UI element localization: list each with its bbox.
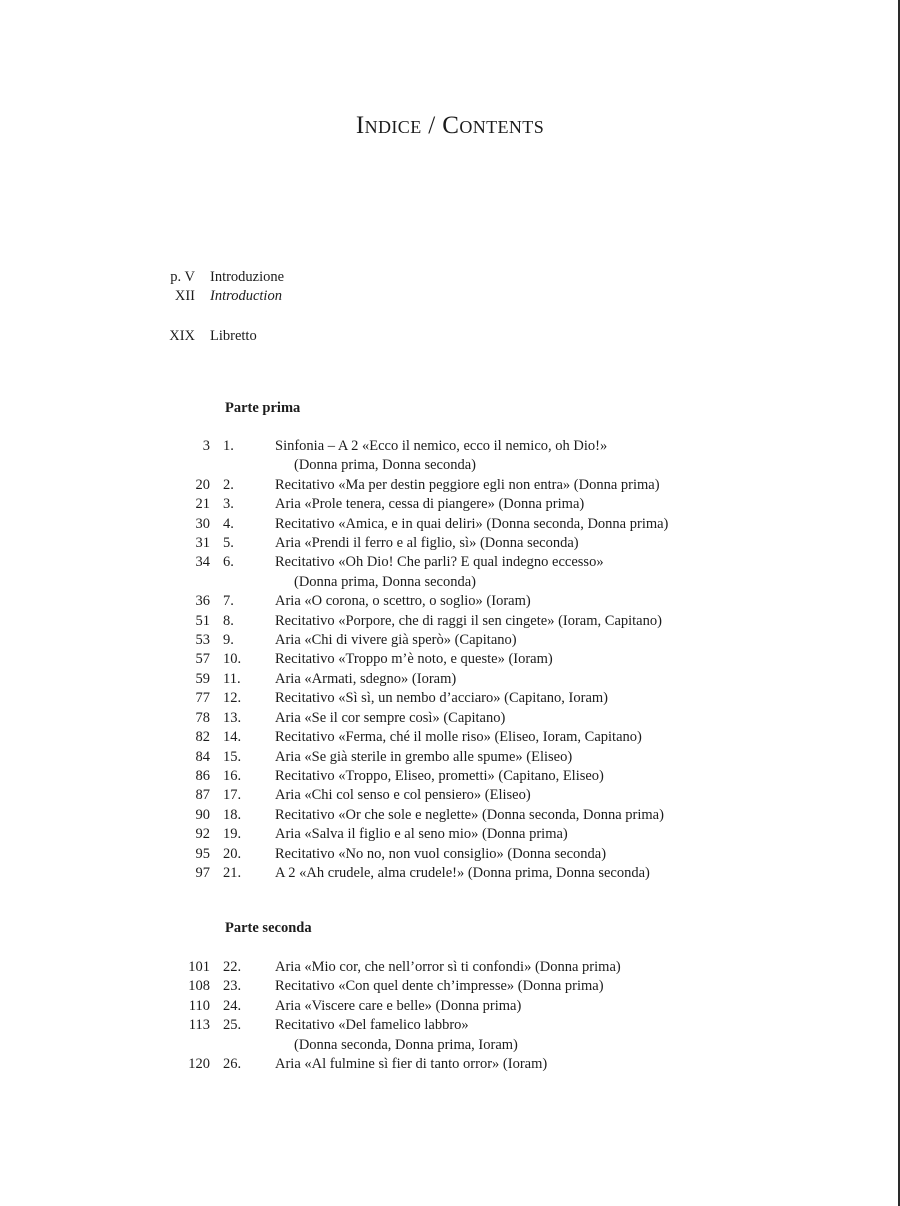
entry-number: 17. (223, 787, 242, 804)
entry-body (275, 958, 750, 977)
contents-entry (160, 728, 750, 747)
entry-title: Recitativo «Ferma, ché il molle riso» (Eliseo, Ioram, Capitano) (275, 729, 642, 746)
front-page-number: p. V (170, 269, 195, 285)
entry-body (275, 977, 750, 996)
entry-number: 2. (223, 476, 234, 493)
entry-number: 8. (223, 612, 234, 629)
entry-number: 9. (223, 632, 234, 649)
entry-number: 24. (223, 997, 242, 1014)
entry-page-number: 53 (195, 632, 210, 649)
entry-page-number: 20 (195, 476, 210, 493)
entry-page-number: 77 (195, 690, 210, 707)
contents-entry (160, 767, 750, 786)
entry-number: 21. (223, 864, 242, 881)
entry-title: Aria «Mio cor, che nell’orror sì ti confondi» (Donna prima) (275, 959, 621, 975)
entry-title: Aria «Prole tenera, cessa di piangere» (Donna prima) (275, 496, 585, 513)
entry-number: 14. (223, 729, 242, 746)
entry-page-number: 34 (195, 554, 210, 571)
entry-page-number: 95 (195, 845, 210, 862)
entry-page-number: 3 (202, 438, 210, 454)
contents-entry (160, 650, 750, 669)
entry-body (275, 825, 750, 844)
contents-entry (160, 997, 750, 1016)
entry-number: 22. (223, 959, 242, 975)
entry-title: A 2 «Ah crudele, alma crudele!» (Donna prima, Donna seconda) (275, 864, 650, 881)
entry-number: 11. (223, 670, 241, 687)
front-page-number: XII (174, 288, 195, 305)
contents-entry (160, 845, 750, 864)
entry-number: 15. (223, 748, 242, 765)
entry-number: 6. (223, 554, 234, 571)
contents-entry (160, 612, 750, 631)
contents-entry (160, 592, 750, 611)
entry-page-number: 86 (195, 767, 210, 784)
entry-number: 5. (223, 535, 234, 552)
entry-characters: (Donna prima, Donna seconda) (294, 573, 476, 590)
entry-page-number: 87 (195, 787, 210, 804)
contents-entry (160, 437, 750, 476)
entry-number: 23. (223, 978, 242, 995)
front-page-number: XIX (169, 328, 195, 344)
contents-entry (160, 1055, 750, 1074)
entry-page-number: 30 (195, 515, 210, 532)
entry-page-number: 82 (195, 729, 210, 746)
entry-body (275, 476, 750, 495)
entry-page-number: 57 (195, 651, 210, 668)
contents-list-part-2 (160, 958, 750, 1074)
entry-body (275, 437, 750, 476)
entry-number: 3. (223, 496, 234, 513)
entry-body (275, 515, 750, 534)
entry-page-number: 108 (188, 978, 210, 995)
entry-body (275, 553, 750, 592)
entry-title: Aria «Se già sterile in grembo alle spume» (Eliseo) (275, 748, 573, 765)
entry-page-number: 31 (195, 535, 210, 552)
front-label: Libretto (210, 328, 257, 344)
entry-characters: (Donna prima, Donna seconda) (294, 457, 476, 474)
entry-number: 19. (223, 826, 242, 843)
entry-body (275, 670, 750, 689)
entry-number: 1. (223, 438, 234, 454)
contents-entry (160, 748, 750, 767)
entry-title: Sinfonia – A 2 «Ecco il nemico, ecco il nemico, oh Dio!» (275, 438, 608, 454)
entry-page-number: 92 (195, 826, 210, 843)
entry-title: Aria «Se il cor sempre così» (Capitano) (275, 709, 506, 726)
entry-number: 26. (223, 1056, 242, 1073)
front-matter (150, 268, 550, 307)
front-matter-row (150, 287, 550, 306)
contents-entry (160, 515, 750, 534)
entry-page-number: 113 (188, 1017, 210, 1034)
part-heading: Parte prima (225, 400, 301, 416)
entry-number: 16. (223, 767, 242, 784)
contents-entry (160, 689, 750, 708)
contents-entry (160, 806, 750, 825)
entry-body (275, 997, 750, 1016)
entry-body (275, 864, 750, 883)
entry-title: Aria «Armati, sdegno» (Ioram) (275, 670, 457, 687)
contents-entry (160, 977, 750, 996)
entry-page-number: 78 (195, 709, 210, 726)
entry-body (275, 709, 750, 728)
page-title: Indice / Contents (355, 112, 545, 139)
entry-characters: (Donna seconda, Donna prima, Ioram) (294, 1036, 518, 1053)
entry-body (275, 650, 750, 669)
entry-body (275, 592, 750, 611)
entry-page-number: 84 (195, 748, 210, 765)
entry-body (275, 748, 750, 767)
entry-title: Aria «Salva il figlio e al seno mio» (Donna prima) (275, 826, 568, 843)
entry-title: Recitativo «Or che sole e neglette» (Donna seconda, Donna prima) (275, 806, 664, 823)
entry-page-number: 110 (188, 997, 210, 1014)
entry-number: 7. (223, 593, 234, 610)
entry-title: Recitativo «Troppo, Eliseo, prometti» (Capitano, Eliseo) (275, 767, 604, 784)
entry-number: 18. (223, 806, 242, 823)
entry-number: 25. (223, 1017, 242, 1034)
contents-entry (160, 553, 750, 592)
entry-body (275, 631, 750, 650)
entry-number: 13. (223, 709, 242, 726)
entry-title: Aria «Chi col senso e col pensiero» (Eliseo) (275, 787, 531, 804)
entry-title: Recitativo «Troppo m’è noto, e queste» (Ioram) (275, 651, 553, 668)
entry-body (275, 612, 750, 631)
entry-title: Recitativo «Del famelico labbro» (275, 1017, 469, 1034)
front-matter-libretto (150, 327, 550, 346)
contents-entry (160, 534, 750, 553)
entry-title: Aria «O corona, o scettro, o soglio» (Ioram) (275, 593, 531, 610)
front-label: Introduction (210, 288, 282, 305)
contents-entry (160, 1016, 750, 1055)
entry-body (275, 767, 750, 786)
contents-list-part-1 (160, 437, 750, 883)
front-matter-row (150, 327, 550, 346)
entry-title: Recitativo «No no, non vuol consiglio» (Donna seconda) (275, 845, 607, 862)
contents-entry (160, 864, 750, 883)
entry-title: Recitativo «Sì sì, un nembo d’acciaro» (Capitano, Ioram) (275, 690, 609, 707)
entry-page-number: 51 (195, 612, 210, 629)
entry-page-number: 97 (195, 864, 210, 881)
contents-entry (160, 631, 750, 650)
part-heading: Parte seconda (225, 920, 312, 936)
entry-title: Aria «Viscere care e belle» (Donna prima) (275, 997, 522, 1014)
contents-entry (160, 958, 750, 977)
front-label: Introduzione (210, 269, 285, 285)
contents-entry (160, 670, 750, 689)
entry-number: 10. (223, 651, 242, 668)
entry-body (275, 786, 750, 805)
entry-page-number: 90 (195, 806, 210, 823)
entry-number: 20. (223, 845, 242, 862)
entry-title: Recitativo «Con quel dente ch’impresse» (Donna prima) (275, 978, 604, 995)
entry-page-number: 59 (195, 670, 210, 687)
entry-title: Recitativo «Ma per destin peggiore egli non entra» (Donna prima) (275, 476, 660, 493)
entry-title: Aria «Prendi il ferro e al figlio, sì» (Donna seconda) (275, 535, 579, 552)
entry-title: Aria «Chi di vivere già sperò» (Capitano) (275, 632, 517, 649)
entry-title: Recitativo «Amica, e in quai deliri» (Donna seconda, Donna prima) (275, 515, 669, 532)
entry-title: Recitativo «Oh Dio! Che parli? E qual indegno eccesso» (275, 554, 604, 571)
entry-body (275, 1055, 750, 1074)
entry-body (275, 1016, 750, 1055)
entry-body (275, 495, 750, 514)
contents-entry (160, 709, 750, 728)
entry-page-number: 21 (195, 496, 210, 513)
entry-title: Recitativo «Porpore, che di raggi il sen cingete» (Ioram, Capitano) (275, 612, 662, 629)
front-matter-row (150, 268, 550, 287)
entry-page-number: 36 (195, 593, 210, 610)
contents-entry (160, 495, 750, 514)
entry-number: 12. (223, 690, 242, 707)
entry-body (275, 728, 750, 747)
entry-page-number: 101 (188, 959, 210, 975)
contents-entry (160, 825, 750, 844)
contents-entry (160, 476, 750, 495)
entry-body (275, 845, 750, 864)
entry-body (275, 534, 750, 553)
contents-entry (160, 786, 750, 805)
entry-body (275, 806, 750, 825)
entry-page-number: 120 (188, 1056, 210, 1073)
entry-title: Aria «Al fulmine sì fier di tanto orror» (Ioram) (275, 1056, 548, 1073)
entry-body (275, 689, 750, 708)
entry-number: 4. (223, 515, 234, 532)
